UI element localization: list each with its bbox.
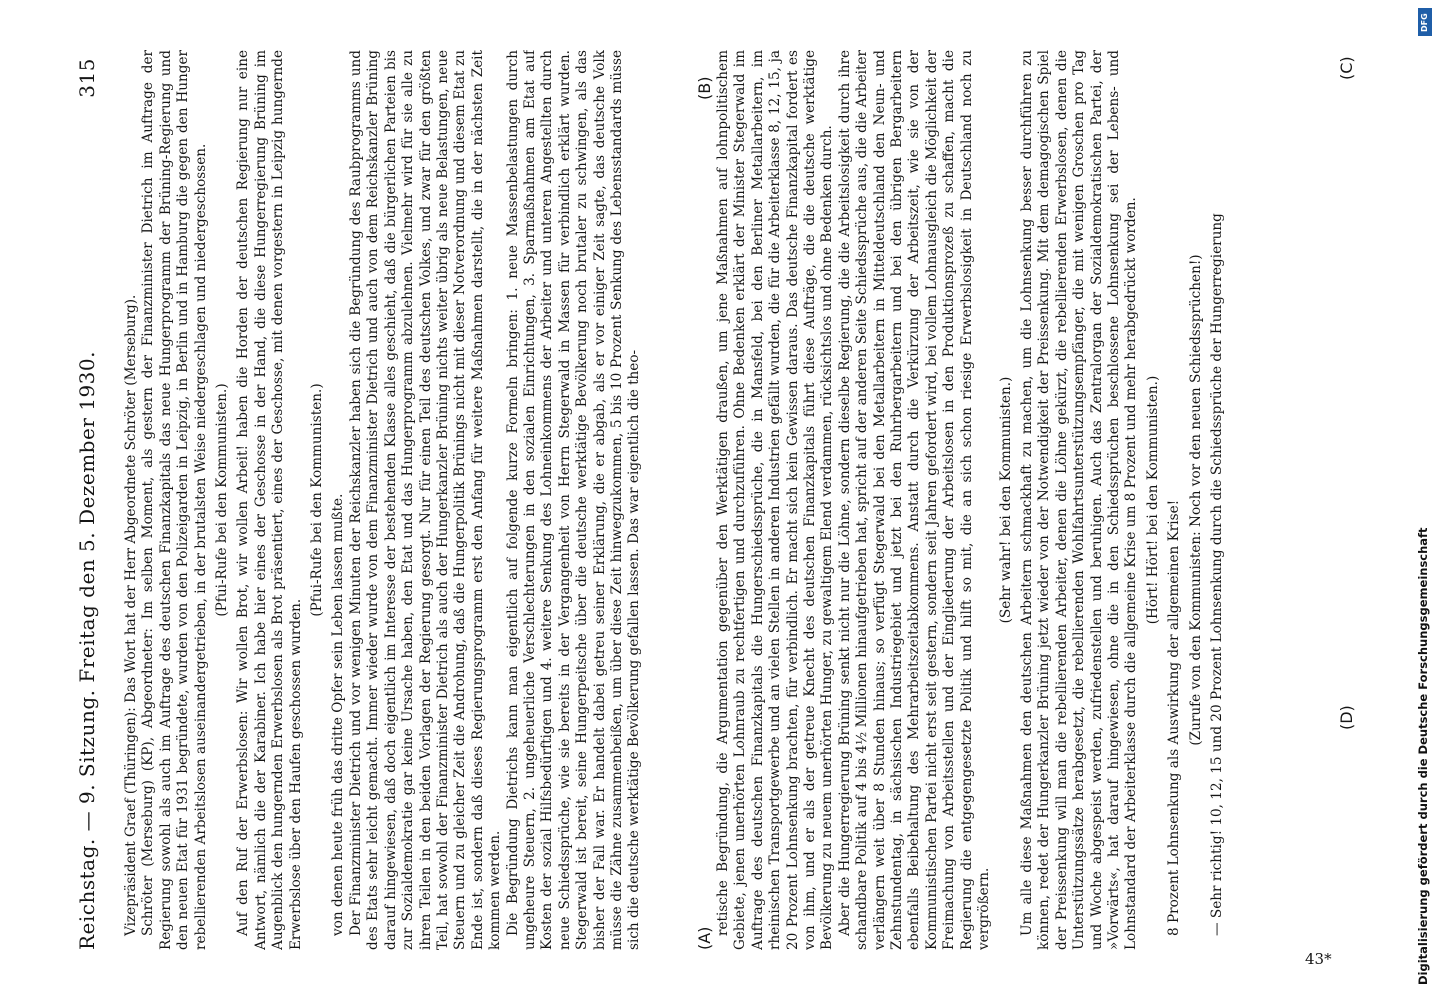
interjection: (Hört! Hört! bei den Kommunisten.) (1144, 375, 1161, 625)
paragraph: Schröter (Merseburg) (KP), Abgeordneter: Im selben Moment, als gestern der Finanzminister Dietrich im Auftrage der Regierung sowohl als auch im Auftrage des deutschen Finanzkapitals das neue Hungerprogramm der Brüning-Regierung und den neuen Etat für 1931 begründete, wurden von den Polizeigarden in Leipzig, in Berlin und in Hamburg die gegen den Hunger rebellierenden Arbeitslosen auseinandergetrieben, in der brutalsten Weise niedergeschlagen und niedergeschossen. (140, 50, 209, 950)
running-title: Reichstag. — 9. Sitzung. Freitag den 5. Dezember 1930. (75, 351, 99, 950)
rotated-page (75, 50, 1365, 950)
paragraph: Aber die Hungerregierung Brüning senkt nicht nur die Löhne, sondern dieselbe Regierung, die die Arbeitslosigkeit durch ihre schandbare Politik auf 4 bis 4½ Millionen hinaufgetrieben hat, spricht auf der anderen Seite Schiedssprüche aus, die die Arbeiter verlängern weit über 8 Stunden hinaus; so verfügt Stegerwald bei den Metallarbeitern in Mitteldeutschland den Neun- und Zehnstundentag, in sächsischen Industriegebiet und jetzt bei den Ruhrbergarbeitern und bei den übrigen Bergarbeitern ebenfalls Beibehaltung des Mehrarbeitszeitabkommens. Anstatt durch die Verkürzung der Arbeitszeit, wie sie von der Kommunistischen Partei nicht erst seit gestern, sondern seit Jahren gefordert wird, bei vollem Lohnausgleich die Möglichkeit der Freimachung von Arbeitsstellen und der Eingliederung der Arbeitslosen in den Produktionsprozeß zu schaffen, macht die Regierung die entgegengesetzte Politik und hilft so mit, die an sich schon riesige Erwerbslosigkeit in Deutschland noch zu vergrößern. (836, 50, 993, 950)
page-number: 315 (75, 58, 99, 98)
digitization-note: Digitalisierung gefördert durch die Deutsche Forschungsgemeinschaft (1416, 527, 1430, 985)
paragraph: Auf den Ruf der Erwerbslosen: Wir wollen Brot, wir wollen Arbeit! haben die Horden der deutschen Regierung nur eine Antwort, nämlich die der Karabiner. Ich habe hier eines der Geschosse in der Hand, die diese Hungerregierung Brüning im Augenblick den hungernden Erwerbslosen als Brot präsentiert, eines der Geschosse, mit denen vorgestern in Leipzig hungernde Erwerbslose über den Haufen geschossen wurden. (235, 50, 304, 950)
dfg-logo: DFG (1418, 8, 1432, 36)
margin-marker-b: (B) (695, 76, 714, 100)
interjection: (Pfui-Rufe bei den Kommunisten.) (309, 383, 326, 617)
margin-marker-c: (C) (1337, 56, 1356, 80)
paragraph: Vizepräsident Graef (Thüringen): Das Wort hat der Herr Abgeordnete Schröter (Merseburg). (123, 294, 139, 936)
interjection: (Sehr wahr! bei den Kommunisten.) (997, 376, 1014, 624)
paragraph: Um alle diese Maßnahmen den deutschen Arbeitern schmackhaft zu machen, um die Lohnsenkung besser durchführen zu können, redet der Hungerkanzler Brüning jetzt wieder von der Notwendigkeit der Preissenkung. Mit dem demagogischen Spiel der Preissenkung will man die rebellierenden Arbeiter, denen die Löhne gekürzt, die rebellierenden Erwerbslosen, denen die Unterstützungssätze herabgesetzt, die rebellierenden Wohlfahrtsunterstützungsempfänger, die mit wenigen Groschen pro Tag und Woche abgespeist werden, zufriedenstellen und beruhigen. Auch das Zentralorgan der Sozialdemokratischen Partei, der »Vorwärts«, hat darauf hingewiesen, ohne die in den Schiedssprüchen beschlossene Lohnsenkung sei der Lebens- und Lohnstandard der Arbeiterklasse durch die allgemeine Krise um 8 Prozent und mehr herabgedrückt worden. (1018, 50, 1140, 950)
footer-page-mark: 43* (1305, 950, 1332, 968)
interjection: (Pfui-Rufe bei den Kommunisten.) (214, 383, 231, 617)
paragraph: 8 Prozent Lohnsenkung als Auswirkung der allgemeinen Krise! (1166, 499, 1183, 936)
paragraph: von denen heute früh das dritte Opfer sein Leben lassen mußte. (330, 493, 347, 936)
paragraph: retische Begründung, die Argumentation gegenüber den Werktätigen draußen, um jene Maßnahmen auf lohnpolitischem Gebiete, jenen unerhörten Lohnraub zu rechtfertigen und durchzuführen. Ohne Bedenken erklärt der Minister Stegerwald im Auftrage des deutschen Finanzkapitals die Hungerschiedssprüche, die in Mansfeld, bei den Berliner Metallarbeitern, im rheinischen Transportgewerbe und an vielen Stellen in anderen Industrien gefällt wurden, die für die Arbeiterklasse 8, 12, 15, ja 20 Prozent Lohnsenkung brachten, für verbindlich. Er macht sich kein Gewissen daraus. Das deutsche Finanzkapital fordert es von ihm, und er als der getreue Knecht des deutschen Finanzkapitals führt diese Aufträge, die die deutsche werktätige Bevölkerung zu neuem unerhörten Hunger, zu gewaltigem Elend verdammen, rücksichtslos und ohne Bedenken durch. (715, 50, 836, 950)
margin-marker-a: (A) (695, 926, 714, 950)
margin-marker-d: (D) (1337, 705, 1356, 730)
paragraph: Die Begründung Dietrichs kann man eigentlich auf folgende kurze Formeln bringen: 1. neue Massenbelastungen durch ungeheure Steuern, 2. ungeheuerliche Verschlechterungen in den sozialen Einrichtungen, 3. Sparmaßnahmen am Etat auf Kosten der sozial Hilfsbedürftigen und 4. weitere Senkung des Lohneinkommens der Arbeiter und unteren Angestellten durch neue Schiedssprüche, wie sie bereits in der Vergangenheit von Herrn Stegerwald in Massen für verbindlich erklärt wurden. Stegerwald ist bereit, seine Hungerpeitsche über die deutsche werktätige Bevölkerung noch brutaler zu schwingen, als das bisher der Fall war. Er handelt dabei getreu seiner Erklärung, die er abgab, als er vor einiger Zeit sagte, das deutsche Volk müsse die Zähne zusammenbeißen, um über diese Zeit hinwegzukommen, 5 bis 10 Prozent Senkung des Lebensstandards müsse sich die deutsche werktätige Bevölkerung gefallen lassen. Das war eigentlich die theo- (504, 50, 643, 950)
interjection: (Zurufe von den Kommunisten: Noch vor den neuen Schiedssprüchen!) (1187, 254, 1204, 746)
paragraph: — Sehr richtig! 10, 12, 15 und 20 Prozent Lohnsenkung durch die Schiedssprüche der Hungerregierung (1208, 213, 1225, 936)
running-head (75, 50, 103, 950)
text-column-right (715, 50, 1355, 950)
text-column-left (123, 50, 703, 950)
paragraph: Der Finanzminister Dietrich und vor wenigen Minuten der Reichskanzler haben sich die Begründung des Raubprogramms und des Etats sehr leicht gemacht. Immer wieder wurde von dem Finanzminister Dietrich und auch von dem Reichskanzler Brüning darauf hingewiesen, daß doch eigentlich im Interesse der bestehenden Klasse alles geschieht, daß die bürgerlichen Parteien bis zur Sozialdemokratie gar keine Ursache haben, den Etat und das Hungerprogramm abzulehnen. Vielmehr wird für sie alle zu ihren Teilen in den beiden Vorlagen der Regierung gesorgt. Nur für einen Teil des deutschen Volkes, und zwar für den größten Teil, hat sowohl der Finanzminister Dietrich als auch der Hungerkanzler Brüning nichts weiter übrig als neue Belastungen, neue Steuern und zu gleicher Zeit die Androhung, daß die Hungerpolitik Brünings nicht mit dieser Notverordnung und diesem Etat zu Ende ist, sondern daß dieses Regierungsprogramm erst den Anfang für weitere Maßnahmen darstellt, die in der nächsten Zeit kommen werden. (347, 50, 504, 950)
